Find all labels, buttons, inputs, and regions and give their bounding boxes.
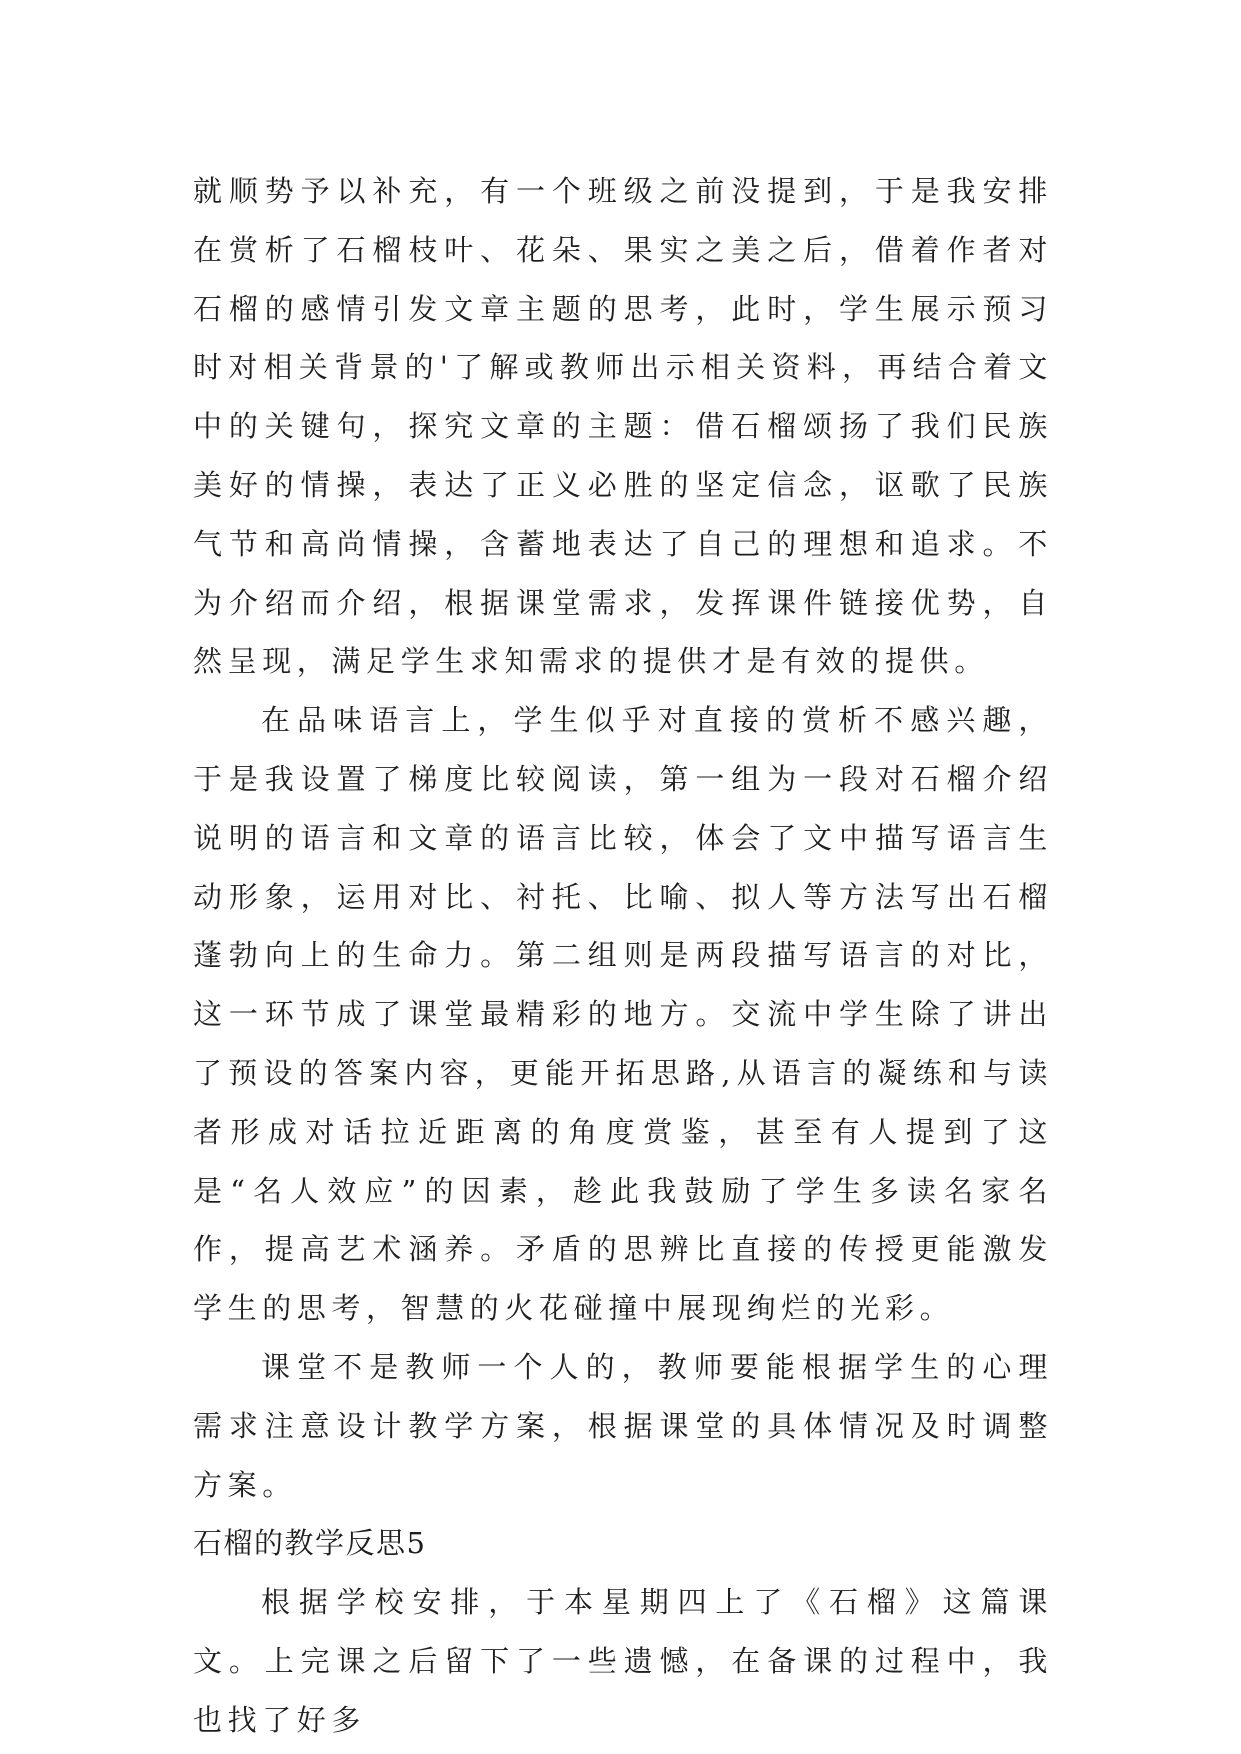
paragraph-2: 在品味语言上，学生似乎对直接的赏析不感兴趣，于是我设置了梯度比较阅读，第一组为一段对石榴介绍说明的语言和文章的语言比较，体会了文中描写语言生动形象，运用对比、衬托、比喻、拟人等方法写出石榴蓬勃向上的生命力。第二组则是两段描写语言的对比，这一环节成了课堂最精彩的地方。交流中学生除了讲出了预设的答案内容，更能开拓思路,从语言的凝练和与读者形成对话拉近距离的角度赏鉴，甚至有人提到了这是“名人效应”的因素，趁此我鼓励了学生多读名家名作，提高艺术涵养。矛盾的思辨比直接的传授更能激发学生的思考，智慧的火花碰撞中展现绚烂的光彩。: [193, 703, 1053, 1326]
paragraph-1: 就顺势予以补充，有一个班级之前没提到，于是我安排在赏析了石榴枝叶、花朵、果实之美之后，借着作者对石榴的感情引发文章主题的思考，此时，学生展示预习时对相关背景的'了解或教师出示相关资料，再结合着文中的关键句，探究文章的主题：借石榴颂扬了我们民族美好的情操，表达了正义必胜的坚定信念，讴歌了民族气节和高尚情操，含蓄地表达了自己的理想和追求。不为介绍而介绍，根据课堂需求，发挥课件链接优势，自然呈现，满足学生求知需求的提供才是有效的提供。: [193, 174, 1053, 679]
document-body: [193, 162, 1053, 1750]
section-heading: 石榴的教学反思5: [193, 1526, 427, 1561]
paragraph-3: 课堂不是教师一个人的，教师要能根据学生的心理需求注意设计教学方案，根据课堂的具体情况及时调整方案。: [193, 1349, 1053, 1502]
paragraph-4: 根据学校安排，于本星期四上了《石榴》这篇课文。上完课之后留下了一些遗憾，在备课的过程中，我也找了好多: [193, 1585, 1053, 1737]
